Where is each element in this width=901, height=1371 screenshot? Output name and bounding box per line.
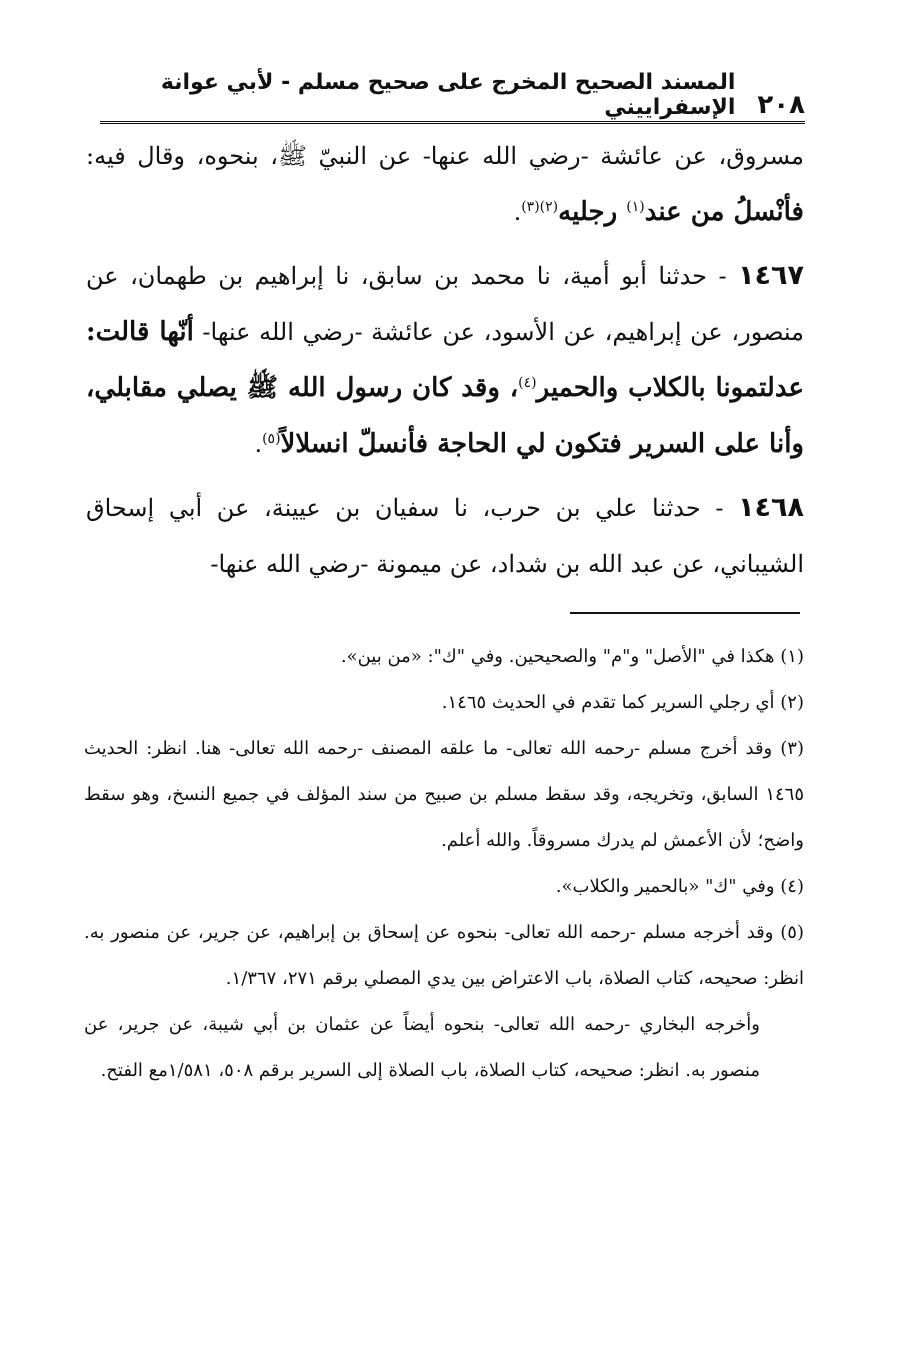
paragraph-bold-text: ، وقد كان رسول الله ﷺ يصلي مقابلي، وأنا على السرير فتكون لي الحاجة فأنسلّ انسلالاً: [86, 373, 804, 459]
footnote-2: (٢) أي رجلي السرير كما تقدم في الحديث ١٤٦٥.: [441, 692, 804, 713]
paragraph-text: - حدثنا أبو أمية، نا محمد بن سابق، نا إبراهيم بن طهمان، عن منصور، عن إبراهيم، عن الأسود، عن عائشة -رضي الله عنها-: [86, 262, 805, 346]
running-title: المسند الصحيح المخرج على صحيح مسلم - لأبي عوانة الإسفراييني: [160, 70, 736, 120]
paragraph-bold-text: رجليه: [558, 197, 627, 227]
footnote-5: (٥) وقد أخرجه مسلم -رحمه الله تعالى- بنحوه عن إسحاق بن إبراهيم، عن جرير، عن منصور به. انظر: صحيحه، كتاب الصلاة، باب الاعتراض بين يدي المصلي برقم ٢٧١، ١/٣٦٧.: [84, 922, 804, 989]
footnote-ref: (١): [626, 199, 645, 215]
footnotes: [84, 634, 804, 1094]
footnote-5-continuation: وأخرجه البخاري -رحمه الله تعالى- بنحوه أيضاً عن عثمان بن أبي شيبة، عن جرير، عن منصور به. انظر: صحيحه، كتاب الصلاة، باب الصلاة إلى السرير برقم ٥٠٨، ١/٥٨١مع الفتح.: [84, 1014, 760, 1081]
page-number: ٢٠٨: [757, 90, 805, 120]
footnote-separator: [570, 612, 800, 614]
header-rule: [100, 121, 805, 124]
paragraph-bold-text: فأنْسلُ من عند: [644, 197, 804, 227]
paragraph-continuation: [86, 128, 804, 240]
footnote-ref: (٤): [518, 375, 537, 391]
footnote-ref: (٥): [262, 431, 281, 447]
paragraph-end: .: [513, 198, 522, 226]
main-text: [86, 128, 804, 592]
hadith-1467: [86, 248, 804, 472]
paragraph-end: .: [254, 430, 263, 458]
footnote-4: (٤) وفي "ك" «بالحمير والكلاب».: [555, 876, 804, 897]
footnote-1: (١) هكذا في "الأصل" و"م" والصحيحين. وفي "ك": «من بين».: [340, 646, 804, 667]
hadith-1468: [86, 480, 804, 592]
hadith-number: ١٤٦٧: [738, 260, 804, 291]
paragraph-text: مسروق، عن عائشة -رضي الله عنها- عن النبيّ ﷺ، بنحوه، وقال فيه:: [86, 142, 804, 170]
hadith-number: ١٤٦٨: [738, 492, 804, 523]
paragraph-text: - حدثنا علي بن حرب، نا سفيان بن عيينة، عن أبي إسحاق الشيباني، عن عبد الله بن شداد، عن ميمونة -رضي الله عنها-: [86, 494, 804, 578]
footnote-ref: (٢)(٣): [521, 199, 559, 215]
page-header: [100, 70, 805, 120]
footnote-3: (٣) وقد أخرج مسلم -رحمه الله تعالى- ما علقه المصنف -رحمه الله تعالى- هنا. انظر: الحديث ١٤٦٥ السابق، وتخريجه، وقد سقط مسلم بن صبيح من سند المؤلف في جميع النسخ، وهو سقط واضح؛ لأن الأعمش لم يدرك مسروقاً. والله أعلم.: [84, 738, 804, 851]
paragraph-bold-text: أنّها قالت: عدلتمونا بالكلاب والحمير: [86, 317, 805, 403]
